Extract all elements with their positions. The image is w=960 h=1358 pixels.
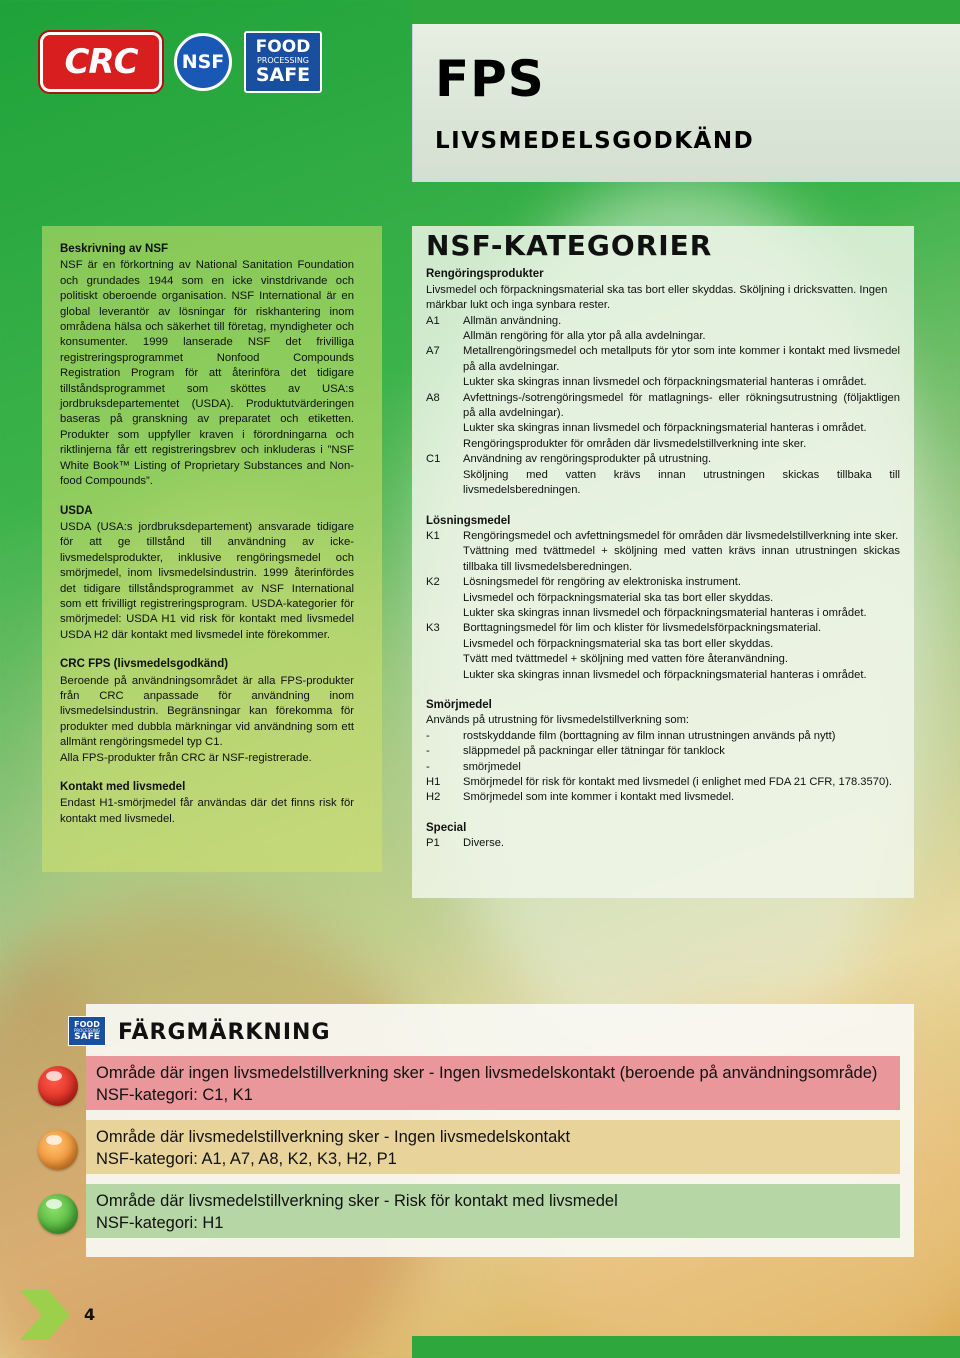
category-row [426, 729, 900, 744]
category-description [463, 744, 900, 759]
category-row [426, 775, 900, 790]
section-crc-fps [60, 657, 354, 766]
nsf-logo: NSF [174, 33, 232, 91]
category-code: - [426, 760, 430, 773]
food-processing-safe-logo-small [68, 1016, 106, 1046]
category-code: C1 [426, 453, 441, 466]
category-description-line: Lösningsmedel för rengöring av elektroniska instrument. [463, 576, 741, 589]
page-number: 4 [84, 1305, 96, 1324]
band-categories: NSF-kategori: A1, A7, A8, K2, K3, H2, P1 [96, 1150, 397, 1168]
color-marking-title: FÄRGMÄRKNING [118, 1020, 331, 1045]
logo-text-processing: PROCESSING [256, 56, 310, 65]
category-description [463, 314, 900, 345]
category-description-line: Livsmedel och förpackningsmaterial ska tas bort eller skyddas. [463, 637, 774, 650]
band-description: Område där ingen livsmedelstillverkning sker - Ingen livsmedelskontakt (beroende på användningsområde) [96, 1064, 878, 1082]
category-group-title: Rengöringsprodukter [426, 268, 544, 281]
band-categories: NSF-kategori: C1, K1 [96, 1086, 253, 1104]
category-group-title: Lösningsmedel [426, 514, 511, 527]
category-description-line: släppmedel på packningar eller tätningar för tanklock [463, 745, 725, 758]
logo-row [40, 30, 322, 94]
category-description [463, 391, 900, 453]
color-marking-box [73, 1004, 914, 1257]
category-group-intro: Livsmedel och förpackningsmaterial ska tas bort eller skyddas. Sköljning i dricksvatten. Ingen märkbar lukt och inga synbara rester. [426, 283, 888, 312]
green-indicator-icon [38, 1194, 78, 1234]
category-group [426, 821, 900, 852]
category-description [463, 790, 900, 805]
category-code: - [426, 729, 430, 742]
category-row [426, 621, 900, 683]
title-panel [412, 24, 960, 182]
category-description [463, 836, 900, 851]
category-description-line: Lukter ska skingras innan livsmedel och förpackningsmaterial hanteras i området. [463, 606, 867, 619]
top-accent-band [412, 0, 960, 24]
category-row [426, 391, 900, 453]
category-description-line: Lukter ska skingras innan livsmedel och förpackningsmaterial hanteras i området. [463, 422, 867, 435]
category-code: P1 [426, 837, 440, 850]
category-description [463, 760, 900, 775]
food-processing-safe-logo [244, 31, 322, 93]
page-title: FPS [435, 50, 545, 108]
category-description [463, 452, 900, 498]
category-code: A1 [426, 314, 440, 327]
category-description-line: Tvätt med tvättmedel + sköljning med vatten före återanvändning. [463, 653, 788, 666]
nsf-description-panel [42, 226, 382, 872]
bottom-accent-band [412, 1336, 960, 1358]
category-description [463, 529, 900, 575]
category-row [426, 344, 900, 390]
category-description-line: Diverse. [463, 837, 505, 850]
red-indicator-icon [38, 1066, 78, 1106]
category-code: K1 [426, 529, 440, 542]
categories-heading: NSF-KATEGORIER [426, 229, 713, 262]
category-description-line: Avfettnings-/sotrengöringsmedel för matlagnings- eller rökningsutrustning (följaktligen på alla avdelningar). [463, 391, 900, 420]
section-text: USDA (USA:s jordbruksdepartement) ansvarade tidigare för att ge tillstånd till användning av icke-livsmedelsprodukter, inklusive rengöringsmedel och smörjmedel, inom livsmedelsindustrin. 1999 återinfördes det tidigare tillståndsprogrammet av NSF International som ett frivilligt registreringsprogram. USDA-kategorier för smörjmedel: USDA H1 vid risk för kontakt med livsmedel USDA H2 där kontakt med livsmedel inte förekommer. [60, 520, 354, 641]
category-code: - [426, 745, 430, 758]
crc-logo: CRC [40, 32, 162, 92]
section-nsf-description [60, 242, 354, 490]
category-description-line: Borttagningsmedel för lim och klister för livsmedelsförpackningsmaterial. [463, 622, 822, 635]
category-description [463, 575, 900, 621]
band-description: Område där livsmedelstillverkning sker - Ingen livsmedelskontakt [96, 1128, 571, 1146]
category-description-line: Lukter ska skingras innan livsmedel och förpackningsmaterial hanteras i området. [463, 376, 867, 389]
category-description [463, 775, 900, 790]
logo-text-safe: SAFE [74, 1031, 100, 1042]
category-description [463, 621, 900, 683]
orange-indicator-icon [38, 1130, 78, 1170]
color-band-red [86, 1056, 900, 1110]
category-code: K3 [426, 622, 440, 635]
color-band-orange [86, 1120, 900, 1174]
logo-text-food: FOOD [255, 37, 311, 57]
section-heading: USDA [60, 504, 93, 517]
category-description-line: Sköljning med vatten krävs innan utrustningen skickas tillbaka till livsmedelsberedningen. [463, 468, 900, 497]
category-description-line: Livsmedel och förpackningsmaterial ska tas bort eller skyddas. [463, 591, 774, 604]
category-row [426, 760, 900, 775]
band-categories: NSF-kategori: H1 [96, 1214, 224, 1232]
category-row [426, 575, 900, 621]
band-description: Område där livsmedelstillverkning sker - Risk för kontakt med livsmedel [96, 1192, 618, 1210]
category-code: A8 [426, 391, 440, 404]
color-band-green [86, 1184, 900, 1238]
category-row [426, 529, 900, 575]
section-text: NSF är en förkortning av National Sanitation Foundation och grundades 1944 som en icke vinstdrivande och politiskt oberoende organisation. NSF International är en global leverantör av lösningar för riskhantering inom områdena hälsa och säkerhet till företag, myndigheter och konsumenter. 1999 lanserade NSF det frivilliga registreringsprogrammet Nonfood Compounds Registration Program för att återinföra det tidigare tillståndsprogrammet som sköttes av USA:s jordbruksdepartementet (USDA). Produktutvärderingen baseras på granskning av preparatet och etiketten. Produkter som uppfyller kraven i förordningarna och riktlinjerna får ett registreringsbrev och inkluderas i ”NSF White Book™ Listing of Proprietary Substances and Non-food Compounds”. [60, 259, 354, 488]
category-group [426, 514, 900, 683]
category-code: A7 [426, 345, 440, 358]
category-description-line: smörjmedel [463, 760, 521, 773]
category-group-title: Special [426, 821, 467, 834]
category-description-line: Användning av rengöringsprodukter på utrustning. [463, 453, 712, 466]
category-row [426, 790, 900, 805]
section-text: Beroende på användningsområdet är alla FPS-produkter från CRC anpassade för användning inom livsmedelsindustrin. Begränsningar kan förekomma för produkter med dubbla märkningar vid användning som ett allmänt rengöringsmedel typ C1. [60, 674, 354, 749]
nsf-categories-panel [412, 226, 914, 898]
category-description [463, 729, 900, 744]
category-group-intro: Används på utrustning för livsmedelstillverkning som: [426, 714, 690, 727]
category-row [426, 836, 900, 851]
section-heading: Beskrivning av NSF [60, 243, 169, 255]
category-description-line: Allmän användning. [463, 314, 562, 327]
logo-text-food: FOOD [74, 1019, 100, 1029]
category-row [426, 744, 900, 759]
section-heading: Kontakt med livsmedel [60, 781, 186, 793]
category-description-line: Lukter ska skingras innan livsmedel och förpackningsmaterial hanteras i området. [463, 668, 867, 681]
category-group [426, 267, 900, 498]
category-row [426, 314, 900, 345]
category-description-line: Rengöringsmedel och avfettningsmedel för områden där livsmedelstillverkning inte sker. [463, 529, 899, 542]
logo-text-safe: SAFE [255, 64, 311, 86]
category-code: H2 [426, 791, 441, 804]
category-group [426, 698, 900, 806]
chevron-right-icon [18, 1290, 70, 1340]
category-description-line: rostskyddande film (borttagning av film innan utrustningen används på nytt) [463, 729, 836, 742]
category-row [426, 452, 900, 498]
category-description [463, 344, 900, 390]
category-code: K2 [426, 576, 440, 589]
category-groups [426, 267, 900, 851]
category-description-line: Tvättning med tvättmedel + sköljning med vatten krävs innan utrustningen skickas tillbaka till livsmedelsberedningen. [463, 545, 900, 573]
section-food-contact [60, 780, 354, 827]
category-description-line: Allmän rengöring för alla ytor på alla avdelningar. [463, 330, 706, 343]
category-description-line: Smörjmedel för risk för kontakt med livsmedel (i enlighet med FDA 21 CFR, 178.3570). [463, 776, 893, 788]
section-heading: CRC FPS (livsmedelsgodkänd) [60, 658, 229, 671]
logo-text-processing: PROCESSING [73, 1027, 100, 1033]
category-description-line: Metallrengöringsmedel och metallputs för ytor som inte kommer i kontakt med livsmedel på alla avdelningar. [463, 345, 900, 373]
section-usda [60, 504, 354, 644]
page-subtitle: LIVSMEDELSGODKÄND [435, 128, 755, 154]
section-text: Alla FPS-produkter från CRC är NSF-registrerade. [60, 751, 312, 764]
category-description-line: Rengöringsprodukter för områden där livsmedelstillverkning inte sker. [463, 437, 807, 450]
category-code: H1 [426, 776, 441, 788]
section-text: Endast H1-smörjmedel får användas där det finns risk för kontakt med livsmedel. [60, 797, 354, 825]
category-group-title: Smörjmedel [426, 698, 492, 711]
category-description-line: Smörjmedel som inte kommer i kontakt med livsmedel. [463, 791, 735, 804]
